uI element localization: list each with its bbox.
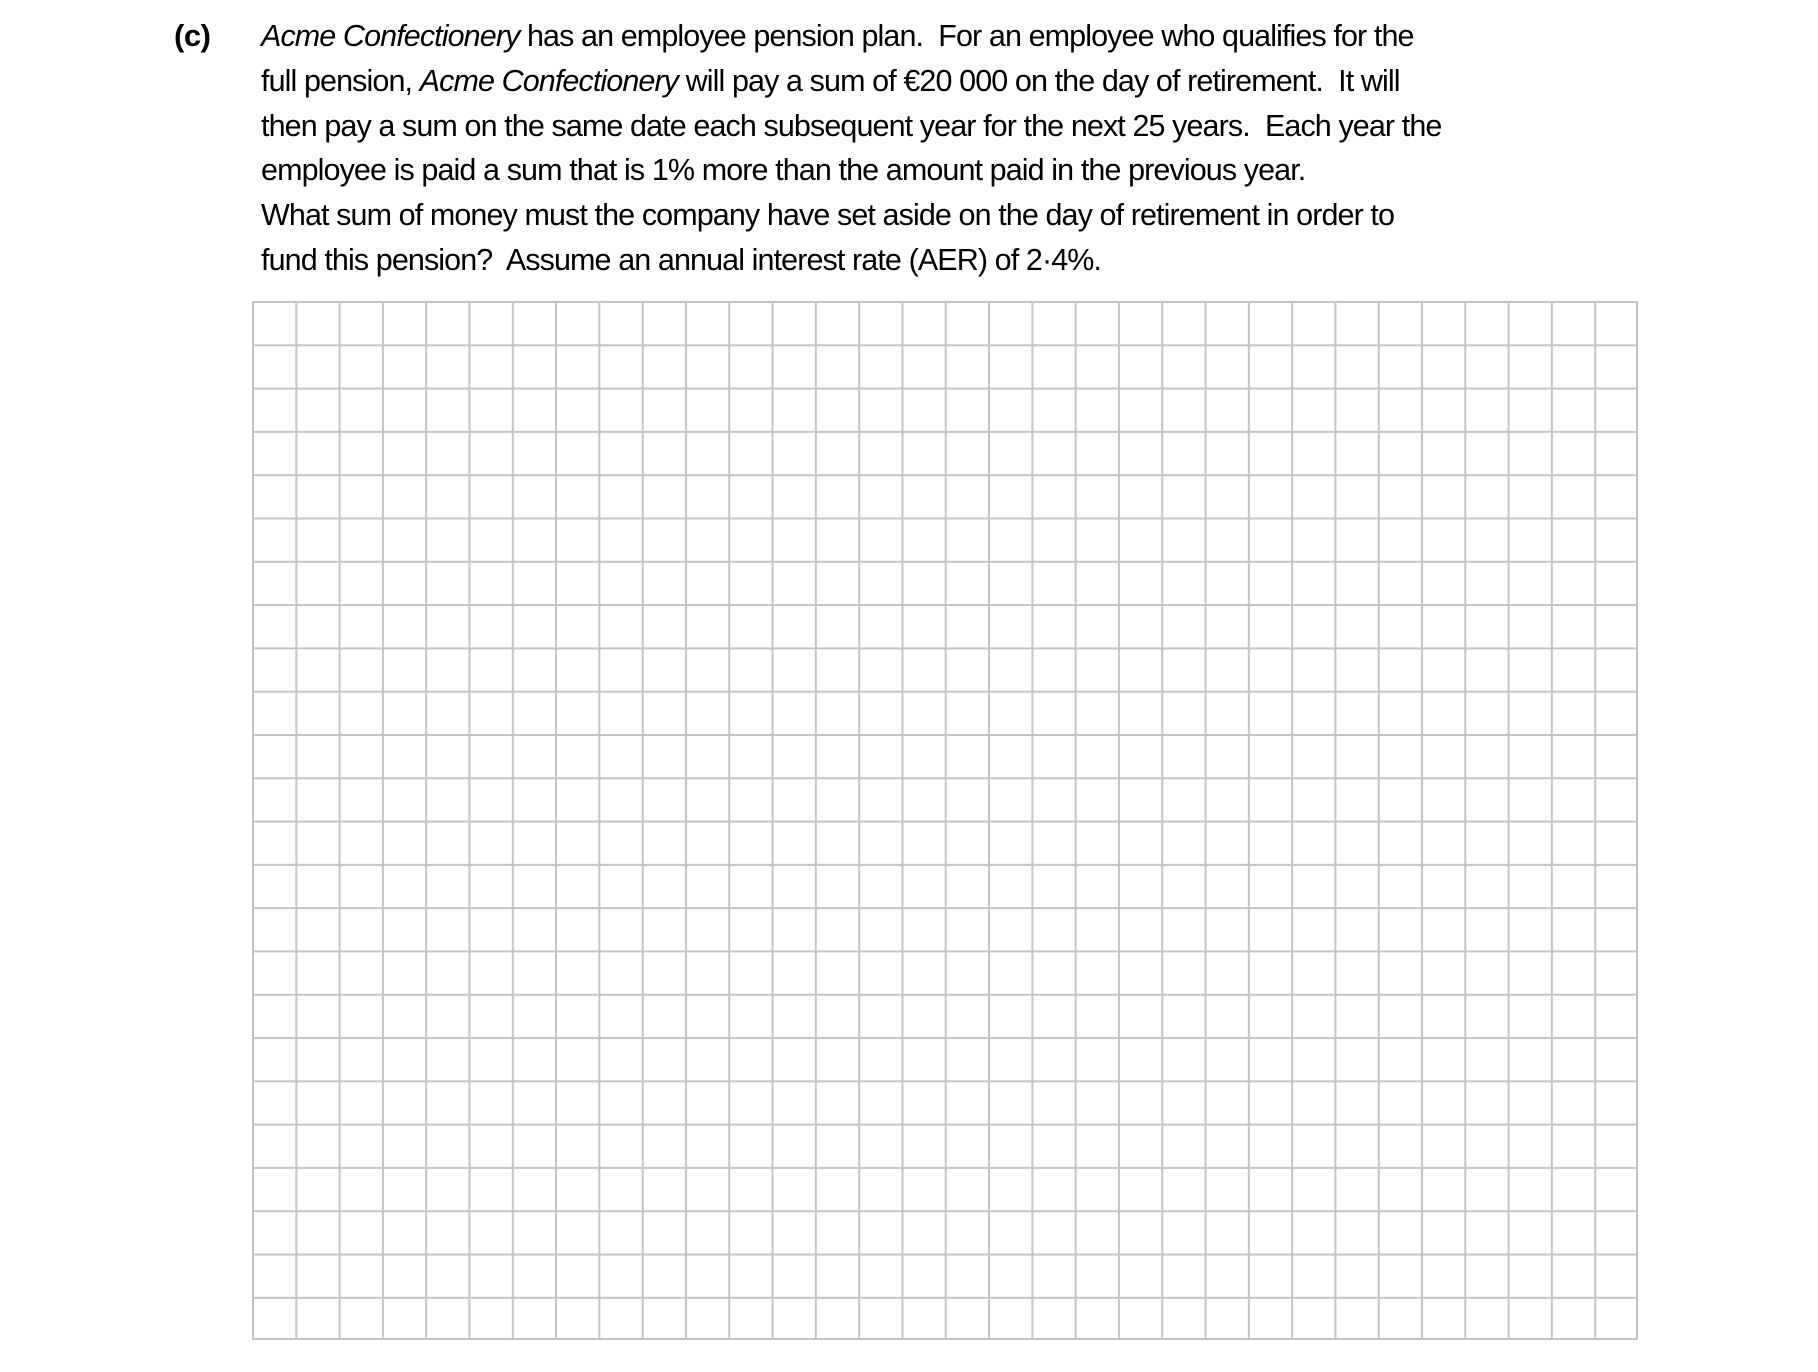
question-line-2 — [261, 59, 1681, 104]
question-line-2-text-b: will pay a sum of €20 000 on the day of retirement. It will — [678, 63, 1400, 98]
question-text — [261, 14, 1681, 283]
company-name: Acme Confectionery — [419, 63, 679, 98]
question-line-2-text-a: full pension, — [261, 63, 420, 98]
company-name: Acme Confectionery — [261, 19, 520, 53]
question-line-1 — [261, 14, 1681, 59]
question-line-6: fund this pension? Assume an annual interest rate (AER) of 2·4%. — [261, 242, 1102, 277]
question-part-label: (c) — [174, 18, 211, 53]
question-line-4: employee is paid a sum that is 1% more than the amount paid in the previous year. — [261, 153, 1306, 188]
question-line-1-text: has an employee pension plan. For an employee who qualifies for the — [519, 19, 1414, 53]
question-line-5: What sum of money must the company have set aside on the day of retirement in order to — [261, 198, 1395, 233]
answer-grid-workspace[interactable] — [252, 301, 1638, 1340]
question-line-3: then pay a sum on the same date each subsequent year for the next 25 years. Each year the — [261, 108, 1442, 143]
